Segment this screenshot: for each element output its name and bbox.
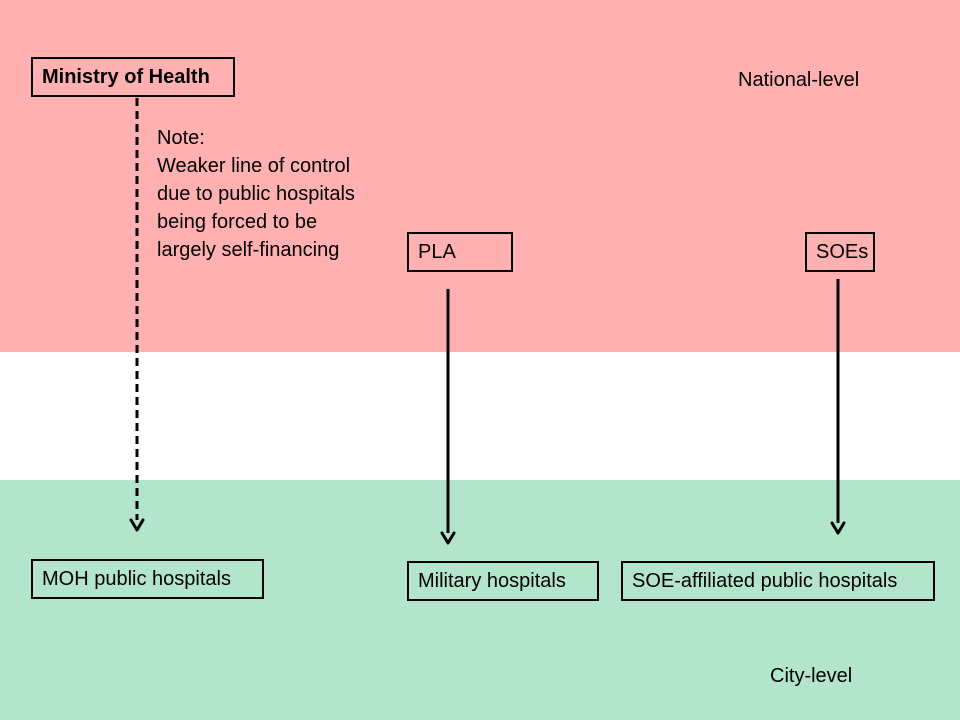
pla-node: PLA [407,232,513,272]
moh-public-hospitals-node: MOH public hospitals [31,559,264,599]
national-level-band [0,0,960,352]
ministry-of-health-node: Ministry of Health [31,57,235,97]
soe-affiliated-public-hospitals-node: SOE-affiliated public hospitals [621,561,935,601]
city-level-label: City-level [770,665,853,687]
national-level-label: National-level [738,69,860,91]
note-line: due to public hospitals [157,183,355,205]
note-text [157,124,355,264]
gap-band [0,352,960,480]
military-hospitals-node: Military hospitals [407,561,599,601]
note-line: Weaker line of control [157,155,351,177]
note-line: being forced to be [157,211,318,233]
soes-node: SOEs [805,232,875,272]
note-line: largely self-financing [157,239,340,261]
note-line: Note: [157,127,205,149]
